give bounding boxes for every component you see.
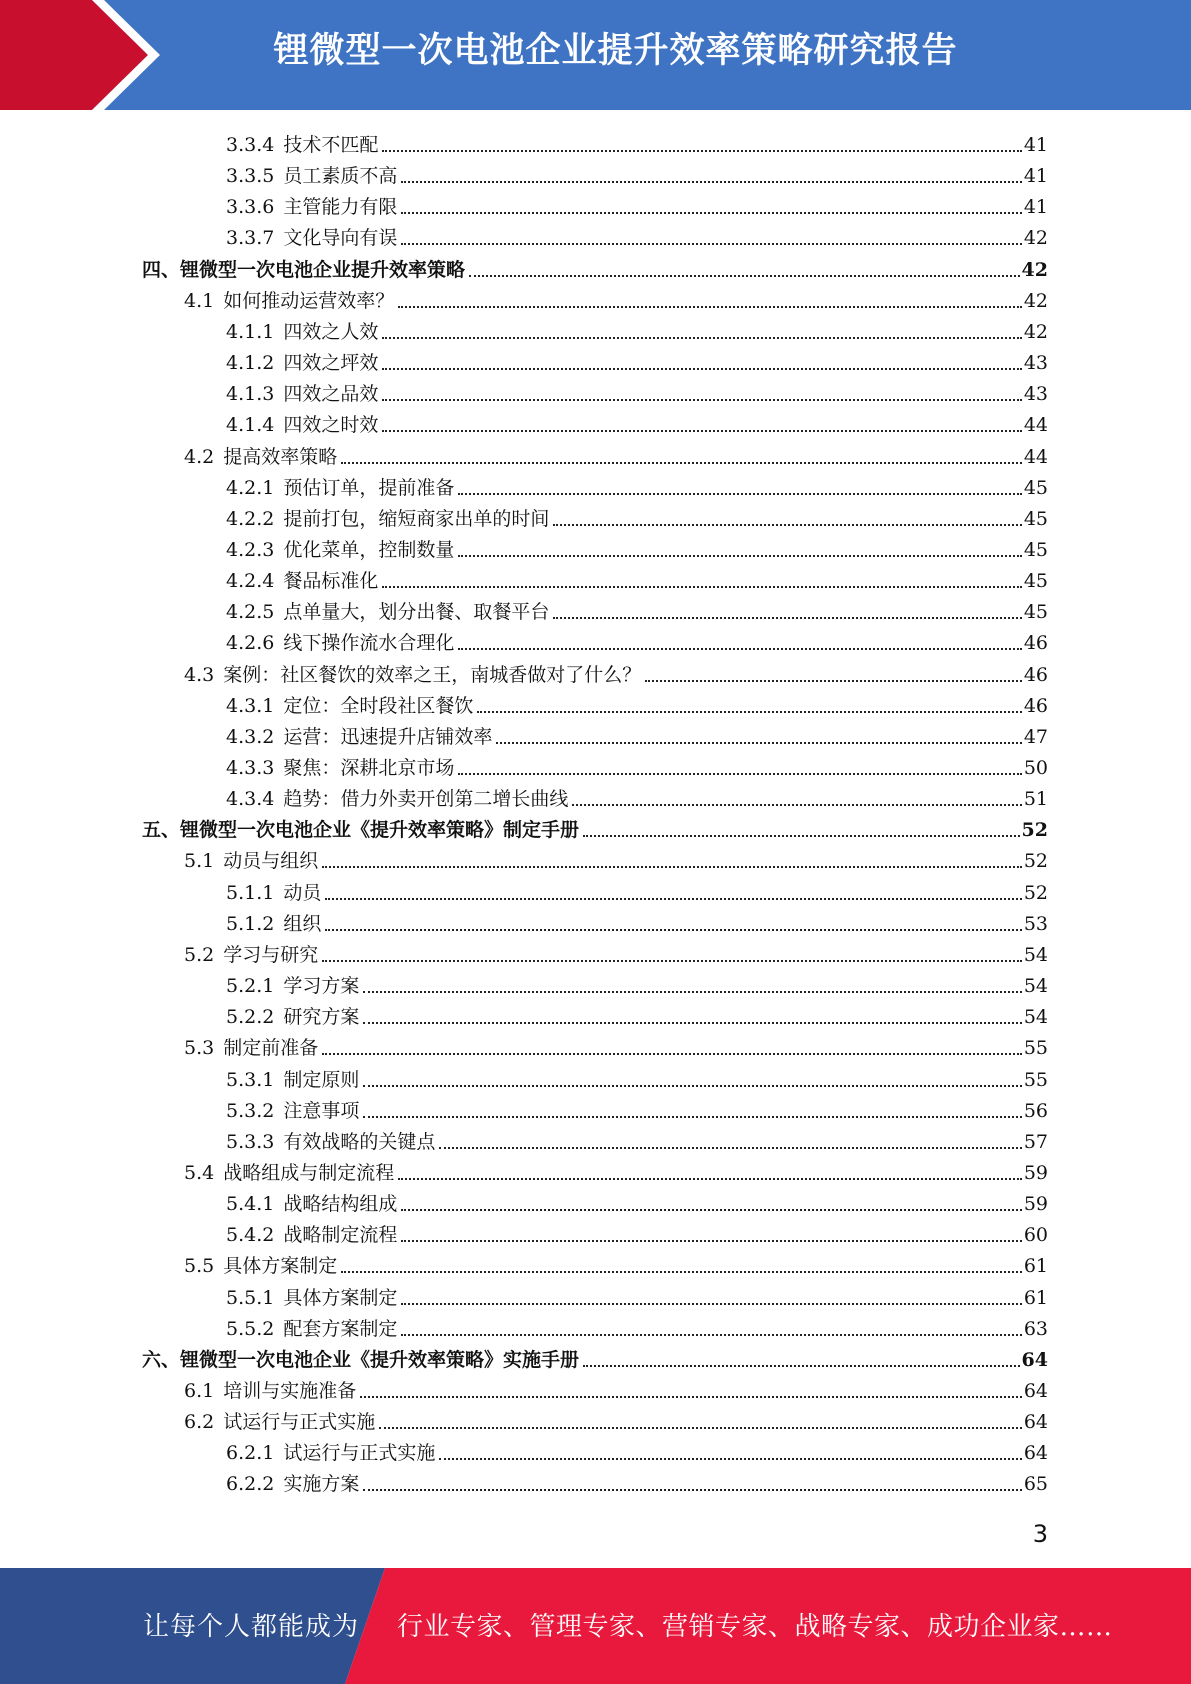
toc-entry[interactable]: [226, 626, 1048, 657]
toc-entry[interactable]: [184, 844, 1048, 875]
toc-dot-leader: [645, 674, 1022, 682]
toc-entry-title: 培训与实施准备: [223, 1380, 357, 1402]
toc-entry-number: 6.2.2: [226, 1473, 275, 1496]
toc-entry[interactable]: [226, 377, 1048, 408]
toc-entry-title: 聚焦：深耕北京市场: [283, 757, 455, 779]
footer-slogan-left: 让每个人都能成为: [143, 1612, 360, 1642]
toc-dot-leader: [382, 144, 1021, 152]
toc-dot-leader: [458, 642, 1021, 650]
toc-entry[interactable]: [226, 876, 1048, 907]
toc-entry-page: 51: [1023, 788, 1048, 811]
toc-entry[interactable]: [142, 813, 1048, 844]
toc-entry[interactable]: [226, 595, 1048, 626]
toc-dot-leader: [496, 736, 1021, 744]
toc-entry[interactable]: [226, 1000, 1048, 1031]
toc-entry[interactable]: [226, 1125, 1048, 1156]
toc-entry-title: 餐品标准化: [283, 570, 379, 593]
toc-entry[interactable]: [226, 471, 1048, 502]
toc-entry-page: 42: [1023, 227, 1048, 250]
toc-entry-title: 实施方案: [283, 1473, 360, 1496]
toc-entry-page: 56: [1023, 1099, 1048, 1122]
page-header: [0, 0, 1191, 110]
toc-entry-number: 5.2: [184, 943, 215, 966]
toc-entry-title: 点单量大，划分出餐、取餐平台: [283, 601, 550, 624]
toc-entry-title: 研究方案: [283, 1006, 360, 1029]
toc-entry-number: 4.3.1: [226, 694, 275, 717]
toc-dot-leader: [382, 362, 1021, 370]
toc-entry-page: 60: [1023, 1224, 1048, 1247]
toc-entry-title: 员工素质不高: [283, 165, 398, 188]
toc-entry-title: 具体方案制定: [223, 1255, 338, 1278]
toc-dot-leader: [572, 798, 1021, 806]
toc-entry-number: 4.2.4: [226, 570, 275, 593]
toc-entry[interactable]: [226, 564, 1048, 595]
toc-entry-number: 5.4: [184, 1161, 215, 1184]
toc-entry-number: 5.3: [184, 1037, 215, 1060]
toc-entry-title: 提高效率策略: [223, 445, 338, 468]
toc-entry-number: 5.5: [184, 1255, 215, 1278]
toc-entry-title: 战略制定流程: [283, 1224, 398, 1247]
toc-entry-page: 46: [1023, 694, 1048, 717]
toc-entry[interactable]: [226, 533, 1048, 564]
toc-entry-page: 55: [1023, 1037, 1048, 1060]
toc-entry[interactable]: [226, 128, 1048, 159]
toc-entry-number: 3.3.4: [226, 134, 275, 156]
toc-entry-title: 如何推动运营效率？: [223, 289, 395, 312]
toc-entry-title: 五、锂微型一次电池企业《提升效率策略》制定手册: [142, 819, 580, 842]
toc-entry-page: 52: [1023, 850, 1048, 873]
toc-entry-title: 预估订单，提前准备: [283, 476, 455, 499]
toc-dot-leader: [363, 1016, 1021, 1024]
toc-entry-title: 提前打包，缩短商家出单的时间: [283, 507, 550, 530]
toc-entry-number: 3.3.5: [226, 165, 275, 188]
toc-dot-leader: [458, 767, 1021, 775]
toc-entry-page: 64: [1023, 1411, 1048, 1434]
toc-entry[interactable]: [226, 907, 1048, 938]
toc-dot-leader: [341, 1265, 1022, 1273]
toc-entry[interactable]: [142, 253, 1048, 284]
toc-entry-number: 4.3.2: [226, 725, 275, 748]
toc-entry[interactable]: [142, 1343, 1048, 1374]
toc-entry-page: 45: [1023, 570, 1048, 593]
toc-entry-number: 5.3.2: [226, 1099, 275, 1122]
toc-entry[interactable]: [226, 720, 1048, 751]
toc-dot-leader: [382, 331, 1021, 339]
toc-entry-number: 6.2: [184, 1411, 215, 1434]
toc-entry-title: 技术不匹配: [283, 134, 379, 156]
toc-entry-page: 57: [1023, 1130, 1048, 1153]
toc-entry-title: 配套方案制定: [283, 1317, 398, 1340]
page-number: 3: [1032, 1520, 1048, 1548]
toc-entry-title: 组织: [283, 912, 322, 935]
toc-entry-number: 6.2.1: [226, 1442, 275, 1465]
toc-entry-title: 学习方案: [283, 975, 360, 998]
toc-entry-page: 45: [1023, 538, 1048, 561]
toc-entry[interactable]: [184, 1031, 1048, 1062]
toc-entry[interactable]: [184, 284, 1048, 315]
toc-entry[interactable]: [226, 689, 1048, 720]
toc-entry-title: 运营：迅速提升店铺效率: [283, 725, 493, 748]
toc-dot-leader: [363, 1483, 1021, 1491]
toc-entry-page: 55: [1023, 1068, 1048, 1091]
toc-entry-number: 5.5.1: [226, 1286, 275, 1309]
toc-entry[interactable]: [226, 1218, 1048, 1249]
toc-dot-leader: [363, 1110, 1021, 1118]
toc-entry-page: 59: [1023, 1193, 1048, 1216]
toc-dot-leader: [477, 705, 1021, 713]
toc-entry-number: 4.2.6: [226, 632, 275, 655]
toc-entry-page: 52: [1023, 881, 1048, 904]
toc-entry-page: 41: [1023, 196, 1048, 219]
toc-entry-page: 61: [1023, 1255, 1048, 1278]
toc-entry-page: 61: [1023, 1286, 1048, 1309]
toc-entry[interactable]: [226, 751, 1048, 782]
toc-entry[interactable]: [226, 1063, 1048, 1094]
toc-entry-page: 41: [1023, 134, 1048, 156]
toc-dot-leader: [363, 985, 1021, 993]
toc-entry[interactable]: [226, 190, 1048, 221]
toc-entry-page: 44: [1023, 414, 1048, 437]
toc-entry-number: 4.2.1: [226, 476, 275, 499]
toc-entry[interactable]: [226, 346, 1048, 377]
report-title: 锂微型一次电池企业提升效率策略研究报告: [273, 31, 958, 71]
toc-dot-leader: [458, 549, 1021, 557]
toc-dot-leader: [458, 487, 1021, 495]
toc-dot-leader: [382, 424, 1021, 432]
toc-entry-number: 5.1: [184, 850, 215, 873]
toc-dot-leader: [469, 269, 1020, 277]
toc-entry-title: 文化导向有误: [283, 227, 398, 250]
toc-dot-leader: [322, 860, 1022, 868]
toc-entry[interactable]: [184, 1156, 1048, 1187]
footer-slogan-right: 行业专家、管理专家、营销专家、战略专家、成功企业家……: [397, 1612, 1113, 1642]
toc-entry-title: 案例：社区餐饮的效率之王，南城香做对了什么？: [223, 663, 642, 686]
toc-entry[interactable]: [226, 1312, 1048, 1343]
toc-entry-title: 战略组成与制定流程: [223, 1161, 395, 1184]
toc-entry-number: 4.1: [184, 289, 215, 312]
toc-entry-number: 4.3: [184, 663, 215, 686]
toc-entry-title: 试运行与正式实施: [223, 1411, 376, 1434]
page-footer: [0, 1568, 1191, 1684]
toc-entry[interactable]: [184, 1249, 1048, 1280]
toc-entry-page: 41: [1023, 165, 1048, 188]
toc-entry[interactable]: [184, 938, 1048, 969]
toc-entry[interactable]: [226, 159, 1048, 190]
toc-entry-number: 4.2.2: [226, 507, 275, 530]
toc-entry-title: 注意事项: [283, 1099, 360, 1122]
toc-entry-page: 45: [1023, 507, 1048, 530]
toc-entry-number: 5.3.1: [226, 1068, 275, 1091]
toc-dot-leader: [401, 206, 1021, 214]
toc-dot-leader: [401, 237, 1021, 245]
toc-entry-title: 四效之品效: [283, 383, 379, 406]
toc-entry-number: 4.1.1: [226, 320, 275, 343]
toc-entry-page: 43: [1023, 352, 1048, 375]
toc-dot-leader: [325, 892, 1021, 900]
toc-entry-number: 5.1.1: [226, 881, 275, 904]
toc-entry-page: 44: [1023, 445, 1048, 468]
toc-dot-leader: [401, 175, 1021, 183]
toc-entry-page: 64: [1021, 1348, 1048, 1371]
toc-entry[interactable]: [226, 782, 1048, 813]
toc-entry-page: 42: [1021, 258, 1048, 281]
toc-entry[interactable]: [184, 658, 1048, 689]
toc-entry[interactable]: [226, 315, 1048, 346]
toc-entry-title: 试运行与正式实施: [283, 1442, 436, 1465]
toc-dot-leader: [401, 1203, 1021, 1211]
toc-dot-leader: [382, 580, 1021, 588]
toc-entry[interactable]: [226, 221, 1048, 252]
toc-dot-leader: [553, 518, 1021, 526]
toc-entry-title: 六、锂微型一次电池企业《提升效率策略》实施手册: [142, 1348, 580, 1371]
toc-entry[interactable]: [184, 1374, 1048, 1405]
toc-entry-title: 动员与组织: [223, 850, 319, 873]
toc-entry-page: 50: [1023, 757, 1048, 779]
toc-entry[interactable]: [226, 502, 1048, 533]
toc-entry-page: 42: [1023, 289, 1048, 312]
toc-entry-number: 5.3.3: [226, 1130, 275, 1153]
toc-entry-page: 47: [1023, 725, 1048, 748]
toc-entry-page: 42: [1023, 320, 1048, 343]
toc-entry-title: 线下操作流水合理化: [283, 632, 455, 655]
toc-dot-leader: [583, 829, 1020, 837]
toc-entry-title: 四效之时效: [283, 414, 379, 437]
toc-dot-leader: [398, 1172, 1022, 1180]
toc-entry-title: 具体方案制定: [283, 1286, 398, 1309]
toc-entry-page: 46: [1023, 663, 1048, 686]
toc-entry-page: 54: [1023, 975, 1048, 998]
toc-entry-number: 5.2.1: [226, 975, 275, 998]
toc-entry-number: 4.1.4: [226, 414, 275, 437]
toc-entry-page: 45: [1023, 601, 1048, 624]
toc-dot-leader: [382, 393, 1021, 401]
toc-entry-page: 52: [1021, 819, 1048, 842]
toc-dot-leader: [360, 1390, 1022, 1398]
toc-entry-page: 46: [1023, 632, 1048, 655]
toc-entry-title: 优化菜单，控制数量: [283, 538, 455, 561]
toc-entry-title: 趋势：借力外卖开创第二增长曲线: [283, 788, 569, 811]
toc-entry-page: 53: [1023, 912, 1048, 935]
toc-dot-leader: [439, 1141, 1021, 1149]
toc-dot-leader: [363, 1079, 1021, 1087]
toc-entry-number: 5.2.2: [226, 1006, 275, 1029]
toc-entry-page: 45: [1023, 476, 1048, 499]
toc-dot-leader: [401, 1234, 1021, 1242]
toc-entry-page: 65: [1023, 1473, 1048, 1496]
toc-entry-number: 3.3.7: [226, 227, 275, 250]
toc-entry-number: 4.1.2: [226, 352, 275, 375]
toc-entry-title: 定位：全时段社区餐饮: [283, 694, 474, 717]
toc-dot-leader: [322, 1047, 1022, 1055]
toc-dot-leader: [583, 1359, 1020, 1367]
toc-dot-leader: [439, 1452, 1021, 1460]
toc-entry-title: 动员: [283, 881, 322, 904]
toc-entry-number: 3.3.6: [226, 196, 275, 219]
toc-entry-number: 4.2.5: [226, 601, 275, 624]
toc-entry-page: 63: [1023, 1317, 1048, 1340]
toc-dot-leader: [398, 300, 1022, 308]
toc-entry-page: 64: [1023, 1380, 1048, 1402]
toc-entry-title: 制定前准备: [223, 1037, 319, 1060]
toc-dot-leader: [553, 611, 1021, 619]
toc-entry-title: 战略结构组成: [283, 1193, 398, 1216]
toc-entry-page: 54: [1023, 943, 1048, 966]
toc-entry-title: 四、锂微型一次电池企业提升效率策略: [142, 258, 466, 281]
toc-dot-leader: [401, 1328, 1021, 1336]
toc-entry-number: 4.1.3: [226, 383, 275, 406]
toc-entry-number: 5.4.2: [226, 1224, 275, 1247]
toc-entry[interactable]: [226, 1187, 1048, 1218]
toc-entry-page: 64: [1023, 1442, 1048, 1465]
toc-entry-number: 4.2.3: [226, 538, 275, 561]
toc-entry[interactable]: [226, 969, 1048, 1000]
toc-entry-number: 4.3.4: [226, 788, 275, 811]
toc-entry-number: 5.5.2: [226, 1317, 275, 1340]
toc-entry-number: 4.2: [184, 445, 215, 468]
toc-entry-page: 54: [1023, 1006, 1048, 1029]
toc-entry-number: 5.4.1: [226, 1193, 275, 1216]
toc-entry-title: 四效之坪效: [283, 352, 379, 375]
toc-entry-number: 4.3.3: [226, 757, 275, 779]
toc-entry[interactable]: [226, 1281, 1048, 1312]
toc-entry-page: 59: [1023, 1161, 1048, 1184]
toc-dot-leader: [322, 954, 1022, 962]
toc-entry-number: 6.1: [184, 1380, 215, 1402]
toc-entry[interactable]: [184, 440, 1048, 471]
toc-entry-title: 制定原则: [283, 1068, 360, 1091]
toc-dot-leader: [341, 456, 1022, 464]
toc-entry-number: 5.1.2: [226, 912, 275, 935]
toc-dot-leader: [325, 923, 1021, 931]
toc-entry-title: 四效之人效: [283, 320, 379, 343]
toc-dot-leader: [401, 1297, 1021, 1305]
toc-entry-title: 主管能力有限: [283, 196, 398, 219]
toc-entry[interactable]: [226, 408, 1048, 439]
toc-entry[interactable]: [226, 1467, 1048, 1498]
toc-entry[interactable]: [184, 1405, 1048, 1436]
toc-entry-title: 有效战略的关键点: [283, 1130, 436, 1153]
toc-entry-page: 43: [1023, 383, 1048, 406]
toc-entry[interactable]: [226, 1436, 1048, 1467]
toc-entry[interactable]: [226, 1094, 1048, 1125]
toc-entry-title: 学习与研究: [223, 943, 319, 966]
toc-dot-leader: [379, 1421, 1022, 1429]
